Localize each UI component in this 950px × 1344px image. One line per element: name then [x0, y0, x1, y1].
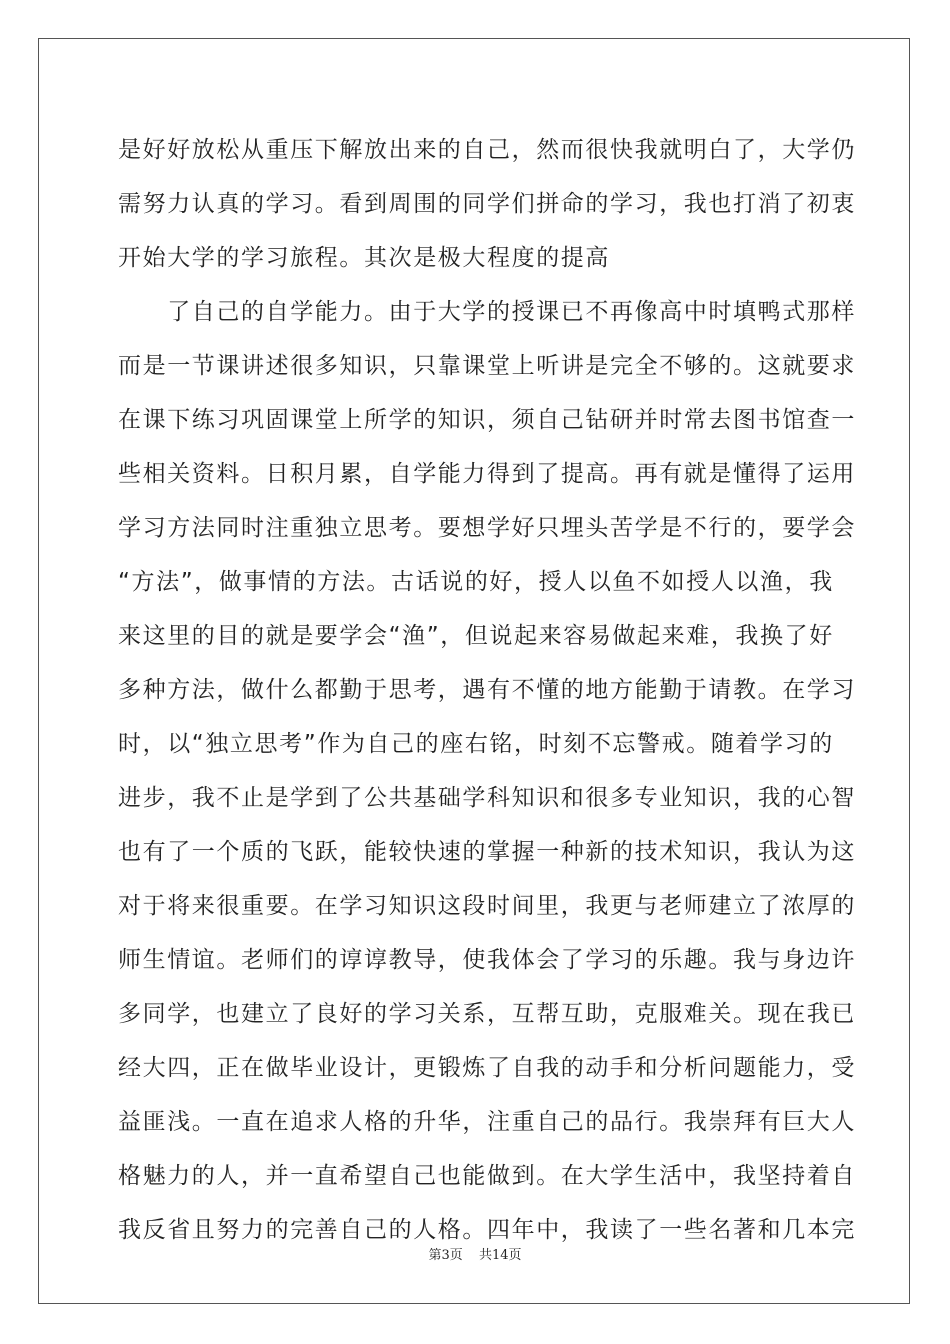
text-line: 经大四，正在做毕业设计，更锻炼了自我的动手和分析问题能力，受 — [118, 1055, 856, 1081]
text-line: 了自己的自学能力。由于大学的授课已不再像高中时填鸭式那样 — [118, 299, 856, 325]
text-line: 多同学，也建立了良好的学习关系，互帮互助，克服难关。现在我已 — [118, 1001, 856, 1027]
text-line: 格魅力的人，并一直希望自己也能做到。在大学生活中，我坚持着自 — [118, 1163, 856, 1189]
page-number: 第3页 — [428, 1248, 463, 1263]
page-footer — [0, 1244, 950, 1263]
text-line: 我反省且努力的完善自己的人格。四年中，我读了一些名著和几本完 — [118, 1217, 856, 1243]
text-line: 益匪浅。一直在追求人格的升华，注重自己的品行。我崇拜有巨大人 — [118, 1109, 856, 1135]
text-line: 学习方法同时注重独立思考。要想学好只埋头苦学是不行的，要学会 — [118, 515, 856, 541]
body-text — [118, 123, 856, 1257]
text-line: 是好好放松从重压下解放出来的自己，然而很快我就明白了，大学仍 — [118, 137, 856, 163]
text-line: 进步，我不止是学到了公共基础学科知识和很多专业知识，我的心智 — [118, 785, 856, 811]
text-line: 多种方法，做什么都勤于思考，遇有不懂的地方能勤于请教。在学习 — [118, 677, 856, 703]
text-line: 对于将来很重要。在学习知识这段时间里，我更与老师建立了浓厚的 — [118, 893, 856, 919]
text-line: 需努力认真的学习。看到周围的同学们拼命的学习，我也打消了初衷 — [118, 191, 856, 217]
page-total: 共14页 — [478, 1248, 522, 1263]
text-line: 而是一节课讲述很多知识，只靠课堂上听讲是完全不够的。这就要求 — [118, 353, 856, 379]
text-line: 些相关资料。日积月累，自学能力得到了提高。再有就是懂得了运用 — [118, 461, 856, 487]
text-line: 来这里的目的就是要学会“渔”，但说起来容易做起来难，我换了好 — [118, 623, 834, 649]
text-line: 在课下练习巩固课堂上所学的知识，须自己钻研并时常去图书馆查一 — [118, 407, 856, 433]
text-line: 也有了一个质的飞跃，能较快速的掌握一种新的技术知识，我认为这 — [118, 839, 856, 865]
text-line: 师生情谊。老师们的谆谆教导，使我体会了学习的乐趣。我与身边许 — [118, 947, 856, 973]
text-line: 时，以“独立思考”作为自己的座右铭，时刻不忘警戒。随着学习的 — [118, 731, 834, 757]
text-line: “方法”，做事情的方法。古话说的好，授人以鱼不如授人以渔，我 — [118, 569, 834, 595]
text-line: 开始大学的学习旅程。其次是极大程度的提高 — [118, 245, 610, 271]
